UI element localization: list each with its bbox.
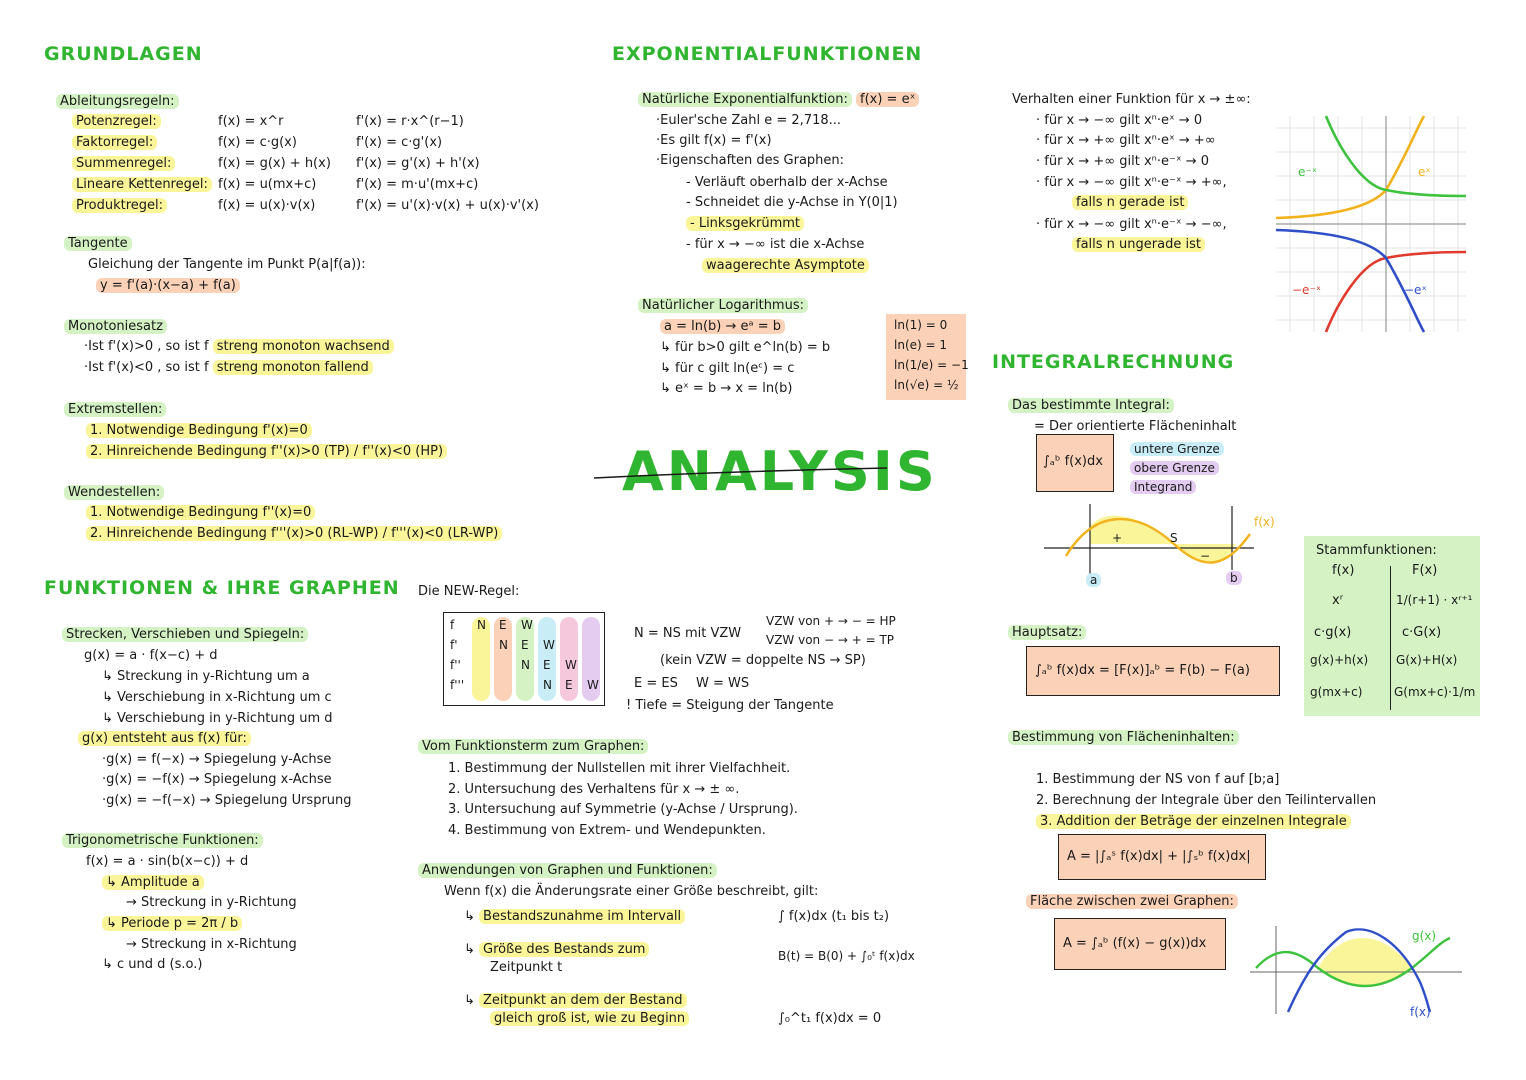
new-letter: N (477, 618, 486, 632)
spiegel-1: ·g(x) = f(−x) → Spiegelung y-Achse (102, 752, 332, 767)
graph-a: a (1086, 573, 1101, 587)
eig-2: - Schneidet die y-Achse in Y(0|1) (686, 195, 898, 210)
new-letter: W (565, 658, 577, 672)
eig-5: waagerechte Asymptote (702, 258, 869, 273)
new-table (443, 612, 605, 706)
extrem-notwendig: 1. Notwendige Bedingung f'(x)=0 (86, 423, 312, 438)
rule-fprime: f'(x) = m·u'(mx+c) (356, 177, 479, 192)
eig-1: - Verläuft oberhalb der x-Achse (686, 175, 888, 190)
new-letter: E (543, 658, 551, 672)
strecken-line-1: ↳ Streckung in y-Richtung um a (102, 669, 310, 684)
new-row-f3: f''' (450, 678, 465, 692)
anw-2b: Zeitpunkt t (490, 960, 563, 975)
strecken-line-3: ↳ Verschiebung in y-Richtung um d (102, 711, 333, 726)
rule-name: Potenzregel: (72, 114, 161, 129)
trig-formula: f(x) = a · sin(b(x−c)) + d (86, 854, 249, 869)
rule-name: Summenregel: (72, 156, 175, 171)
ln-value: ln(1) = 0 (894, 318, 948, 332)
euler-line: ·Euler'sche Zahl e = 2,718... (656, 113, 842, 128)
new-letter: E (521, 638, 529, 652)
rule-fprime: f'(x) = r·x^(r−1) (356, 114, 464, 129)
extrem-heading: Extremstellen: (64, 402, 166, 417)
verhalten-5: · für x → −∞ gilt xⁿ·e⁻ˣ → −∞, (1036, 217, 1227, 232)
graph-step-3: 3. Untersuchung auf Symmetrie (y-Achse / Ursprung). (448, 802, 798, 817)
bestimmung-1: 1. Bestimmung der NS von f auf [b;a] (1036, 772, 1280, 787)
untere-grenze: untere Grenze (1130, 442, 1224, 456)
anw-2-formula: B(t) = B(0) + ∫₀ᵗ f(x)dx (778, 949, 915, 963)
verhalten-4: · für x → −∞ gilt xⁿ·e⁻ˣ → +∞, (1036, 175, 1227, 190)
mono-wachsend: streng monoton wachsend (213, 339, 394, 354)
log-2: ↳ für b>0 gilt e^ln(b) = b (660, 340, 831, 355)
stamm-cell: 1/(r+1) · xʳ⁺¹ (1396, 593, 1473, 607)
integrand: Integrand (1130, 480, 1196, 494)
log-heading: Natürlicher Logarithmus: (638, 298, 808, 313)
hauptsatz-box (1026, 646, 1280, 696)
anw-3b: gleich groß ist, wie zu Beginn (490, 1011, 689, 1026)
graph-plus: + (1112, 531, 1123, 545)
label-e-neg-x: e⁻ˣ (1298, 165, 1318, 179)
ln-value: ln(√e) = ½ (894, 378, 959, 392)
stammfunktionen-box (1304, 536, 1480, 716)
spiegel-2: ·g(x) = −f(x) → Spiegelung x-Achse (102, 772, 332, 787)
rule-f: f(x) = c·g(x) (218, 135, 297, 150)
label-neg-e-x: −eˣ (1404, 283, 1427, 297)
zwischen-heading: Fläche zwischen zwei Graphen: (1026, 894, 1238, 909)
rule-name: Lineare Kettenregel: (72, 177, 212, 192)
wende-notwendig: 1. Notwendige Bedingung f''(x)=0 (86, 505, 315, 520)
stamm-cell: xʳ (1332, 593, 1344, 608)
extrem-hinreichend: 2. Hinreichende Bedingung f''(x)>0 (TP) / f''(x)<0 (HP) (86, 444, 447, 459)
stamm-cell: g(mx+c) (1310, 685, 1363, 699)
strike-decoration (592, 460, 892, 500)
nat-exp-formula: f(x) = eˣ (856, 92, 919, 107)
rule-f: f(x) = u(mx+c) (218, 177, 317, 192)
stamm-cell: c·G(x) (1402, 625, 1442, 640)
strecken-line-2: ↳ Verschiebung in x-Richtung um c (102, 690, 332, 705)
entsteht-heading: g(x) entsteht aus f(x) für: (78, 731, 251, 746)
periode-sub: → Streckung in x-Richtung (126, 937, 297, 952)
verhalten-3: · für x → +∞ gilt xⁿ·e⁻ˣ → 0 (1036, 154, 1210, 169)
amplitude-sub: → Streckung in y-Richtung (126, 895, 297, 910)
tangente-text: Gleichung der Tangente im Punkt P(a|f(a)): (88, 257, 366, 272)
w-line: W = WS (696, 676, 750, 691)
anwendungen-intro: Wenn f(x) die Änderungsrate einer Größe beschreibt, gilt: (444, 884, 819, 899)
rule-fprime: f'(x) = g'(x) + h'(x) (356, 156, 480, 171)
exp-graph (1276, 116, 1466, 332)
vzw-tp: VZW von − → + = TP (766, 633, 895, 647)
verhalten-5b: falls n ungerade ist (1072, 237, 1205, 252)
anw-2a: Größe des Bestands zum (479, 942, 649, 957)
wende-heading: Wendestellen: (64, 485, 164, 500)
nat-exp-heading: Natürliche Exponentialfunktion: (638, 92, 852, 107)
new-title: Die NEW-Regel: (418, 584, 520, 599)
stamm-head-f: f(x) (1332, 563, 1355, 578)
mono-line-2: ·Ist f'(x)<0 , so ist f (84, 360, 209, 375)
ln-value: ln(e) = 1 (894, 338, 948, 352)
graph-step-1: 1. Bestimmung der Nullstellen mit ihrer Vielfachheit. (448, 761, 791, 776)
curve-neg-e-x (1276, 230, 1424, 332)
ln-values-box (886, 314, 969, 400)
stamm-cell: c·g(x) (1314, 625, 1352, 640)
tangente-heading: Tangente (64, 236, 132, 251)
section-title-grundlagen: GRUNDLAGEN (44, 43, 203, 65)
tangente-formula: y = f'(a)·(x−a) + f(a) (96, 278, 240, 293)
zwischen-box (1054, 918, 1226, 970)
anwendungen-title: Anwendungen von Graphen und Funktionen: (418, 863, 717, 878)
rule-f: f(x) = g(x) + h(x) (218, 156, 331, 171)
flaeche-line: = Der orientierte Flächeninhalt (1034, 419, 1237, 434)
bestimmung-formula: A = |∫ₐˢ f(x)dx| + |∫ₛᵇ f(x)dx| (1067, 849, 1251, 864)
anw-3a: Zeitpunkt an dem der Bestand (479, 993, 686, 1008)
graph-step-2: 2. Untersuchung des Verhaltens für x → ± ∞. (448, 782, 740, 797)
new-row-f2: f'' (450, 658, 461, 672)
anw-1: Bestandszunahme im Intervall (479, 909, 685, 924)
ableitungsregeln-heading: Ableitungsregeln: (56, 94, 179, 109)
anw-3-formula: ∫₀^t₁ f(x)dx = 0 (778, 1011, 882, 1026)
hauptsatz-heading: Hauptsatz: (1008, 625, 1086, 640)
label-f: f(x) (1410, 1005, 1431, 1019)
stamm-cell: G(mx+c)·1/m (1394, 685, 1476, 699)
label-e-x: eˣ (1418, 165, 1431, 179)
rule-f: f(x) = x^r (218, 114, 284, 129)
section-title-exponential: EXPONENTIALFUNKTIONEN (612, 43, 923, 65)
hauptsatz-formula: ∫ₐᵇ f(x)dx = [F(x)]ₐᵇ = F(b) − F(a) (1035, 663, 1250, 678)
cd-line: ↳ c und d (s.o.) (102, 957, 203, 972)
obere-grenze: obere Grenze (1130, 461, 1219, 475)
stamm-cell: G(x)+H(x) (1396, 653, 1458, 667)
vzw-hp: VZW von + → − = HP (766, 614, 896, 628)
gilt-line: ·Es gilt f(x) = f'(x) (656, 133, 772, 148)
verhalten-4b: falls n gerade ist (1072, 195, 1188, 210)
eig-3: - Linksgekrümmt (686, 216, 804, 231)
rule-fprime: f'(x) = u'(x)·v(x) + u(x)·v'(x) (356, 198, 539, 213)
trig-heading: Trigonometrische Funktionen: (62, 833, 263, 848)
graph-s: S (1170, 531, 1178, 545)
rule-fprime: f'(x) = c·g'(x) (356, 135, 443, 150)
anw-1-formula: ∫ f(x)dx (t₁ bis t₂) (778, 909, 890, 924)
label-g: g(x) (1412, 929, 1437, 943)
new-letter: W (543, 638, 555, 652)
integral-box (1036, 434, 1114, 492)
mono-fallend: streng monoton fallend (213, 360, 373, 375)
new-letter: N (499, 638, 508, 652)
bestimmung-box (1058, 834, 1266, 880)
zwischen-formula: A = ∫ₐᵇ (f(x) − g(x))dx (1063, 936, 1207, 951)
rule-f: f(x) = u(x)·v(x) (218, 198, 316, 213)
mono-line-1: ·Ist f'(x)>0 , so ist f (84, 339, 209, 354)
stamm-cell: g(x)+h(x) (1310, 653, 1369, 667)
graph-minus: − (1200, 549, 1211, 563)
bestimmung-3: 3. Addition der Beträge der einzelnen Integrale (1036, 814, 1351, 829)
ln-value: ln(1/e) = −1 (894, 358, 969, 372)
new-letter: W (587, 678, 599, 692)
bestimmung-2: 2. Berechnung der Integrale über den Teilintervallen (1036, 793, 1377, 808)
periode: ↳ Periode p = 2π / b (102, 916, 242, 931)
log-1: a = ln(b) → eᵃ = b (660, 319, 785, 334)
graph-step-4: 4. Bestimmung von Extrem- und Wendepunkten. (448, 823, 766, 838)
wende-hinreichend: 2. Hinreichende Bedingung f'''(x)>0 (RL-WP) / f'''(x)<0 (LR-WP) (86, 526, 502, 541)
verhalten-2: · für x → +∞ gilt xⁿ·eˣ → +∞ (1036, 133, 1216, 148)
verhalten-1: · für x → −∞ gilt xⁿ·eˣ → 0 (1036, 113, 1203, 128)
monotonie-heading: Monotoniesatz (64, 319, 167, 334)
tiefe-line: ! Tiefe = Steigung der Tangente (626, 698, 834, 713)
integral-box-formula: ∫ₐᵇ f(x)dx (1043, 454, 1103, 469)
kein-vzw: (kein VZW = doppelte NS → SP) (660, 653, 866, 668)
section-title-funktionen: FUNKTIONEN & IHRE GRAPHEN (44, 577, 400, 599)
new-letter: E (499, 618, 507, 632)
eig-line: ·Eigenschaften des Graphen: (656, 153, 845, 168)
center-title: ANALYSIS (622, 440, 938, 503)
graph-steps-title: Vom Funktionsterm zum Graphen: (418, 739, 648, 754)
stamm-head-F: F(x) (1412, 563, 1438, 578)
new-letter: E (565, 678, 573, 692)
e-line: E = ES (634, 676, 678, 691)
log-3: ↳ für c gilt ln(eᶜ) = c (660, 361, 795, 376)
verhalten-title: Verhalten einer Funktion für x → ±∞: (1012, 92, 1251, 107)
label-neg-e-neg-x: −e⁻ˣ (1292, 283, 1322, 297)
n-line: N = NS mit VZW (634, 626, 742, 641)
new-row-f: f (450, 618, 455, 632)
graph-f: f(x) (1254, 515, 1275, 529)
section-title-integral: INTEGRALRECHNUNG (992, 351, 1235, 373)
g-formula: g(x) = a · f(x−c) + d (84, 648, 218, 663)
rule-name: Produktregel: (72, 198, 167, 213)
eig-4: - für x → −∞ ist die x-Achse (686, 237, 865, 252)
graph-b: b (1226, 571, 1242, 585)
new-letter: N (543, 678, 552, 692)
amplitude: ↳ Amplitude a (102, 875, 204, 890)
strecken-heading: Strecken, Verschieben und Spiegeln: (62, 627, 308, 642)
best-integral-heading: Das bestimmte Integral: (1008, 398, 1174, 413)
new-letter: W (521, 618, 533, 632)
spiegel-3: ·g(x) = −f(−x) → Spiegelung Ursprung (102, 793, 352, 808)
new-row-f1: f' (450, 638, 458, 652)
bestimmung-heading: Bestimmung von Flächeninhalten: (1008, 730, 1239, 745)
new-letter: N (521, 658, 530, 672)
log-4: ↳ eˣ = b → x = ln(b) (660, 381, 793, 396)
stamm-title: Stammfunktionen: (1316, 543, 1437, 558)
rule-name: Faktorregel: (72, 135, 157, 150)
